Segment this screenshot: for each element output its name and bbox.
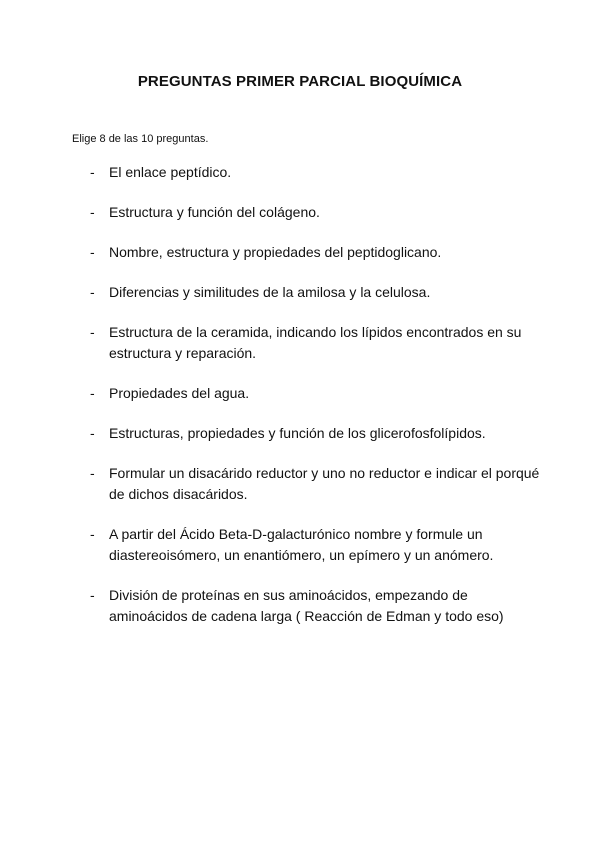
question-item [90, 383, 540, 404]
bullet-dash: - [90, 324, 95, 340]
bullet-dash: - [90, 244, 95, 260]
bullet-dash: - [90, 587, 95, 603]
question-item [90, 322, 540, 364]
question-text: Formular un disacárido reductor y uno no reductor e indicar el porqué de dichos disacáridos. [109, 465, 540, 502]
question-item [90, 423, 540, 444]
question-text: Estructuras, propiedades y función de los glicerofosfolípidos. [109, 425, 486, 441]
bullet-dash: - [90, 385, 95, 401]
bullet-dash: - [90, 526, 95, 542]
bullet-dash: - [90, 465, 95, 481]
question-item [90, 162, 540, 183]
question-text: Estructura de la ceramida, indicando los lípidos encontrados en su estructura y reparación. [109, 324, 522, 361]
instruction-text: Elige 8 de las 10 preguntas. [72, 133, 209, 145]
bullet-dash: - [90, 284, 95, 300]
question-item [90, 202, 540, 223]
question-item [90, 282, 540, 303]
question-text: El enlace peptídico. [109, 164, 232, 180]
question-list [90, 162, 540, 646]
page-title: PREGUNTAS PRIMER PARCIAL BIOQUÍMICA [137, 73, 463, 90]
question-text: A partir del Ácido Beta-D-galacturónico nombre y formule un diastereoisómero, un enantiómero, un epímero y un anómero. [109, 526, 494, 563]
question-text: Estructura y función del colágeno. [109, 204, 320, 220]
question-item [90, 242, 540, 263]
bullet-dash: - [90, 204, 95, 220]
question-item [90, 463, 540, 505]
question-text: Diferencias y similitudes de la amilosa y la celulosa. [109, 284, 431, 300]
bullet-dash: - [90, 164, 95, 180]
question-item [90, 524, 540, 566]
question-text: Nombre, estructura y propiedades del peptidoglicano. [109, 244, 442, 260]
bullet-dash: - [90, 425, 95, 441]
question-item [90, 585, 540, 627]
question-text: División de proteínas en sus aminoácidos, empezando de aminoácidos de cadena larga ( Reacción de Edman y todo eso) [109, 587, 504, 624]
question-text: Propiedades del agua. [109, 385, 250, 401]
